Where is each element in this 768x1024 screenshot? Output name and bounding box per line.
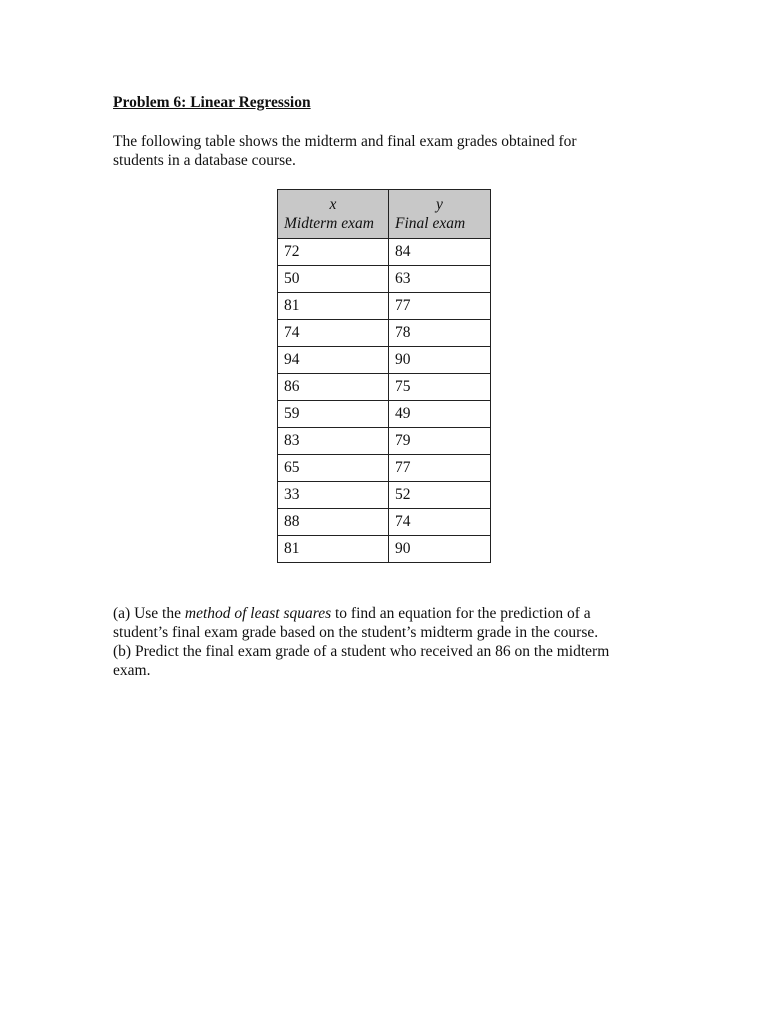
- table-row: [278, 320, 491, 347]
- table-row: [278, 401, 491, 428]
- final-cell: 63: [389, 266, 491, 293]
- table-row: [278, 293, 491, 320]
- final-column-header: [389, 190, 491, 239]
- midterm-cell: 50: [278, 266, 389, 293]
- question-a-suffix: to find an equation for the prediction of a: [331, 605, 591, 622]
- intro-line: students in a database course.: [113, 152, 296, 169]
- table-row: [278, 536, 491, 563]
- table-row: [278, 374, 491, 401]
- midterm-cell: 74: [278, 320, 389, 347]
- midterm-cell: 33: [278, 482, 389, 509]
- final-cell: 75: [389, 374, 491, 401]
- grades-table: [277, 189, 491, 563]
- final-cell: 84: [389, 239, 491, 266]
- midterm-cell: 65: [278, 455, 389, 482]
- midterm-cell: 81: [278, 293, 389, 320]
- midterm-cell: 81: [278, 536, 389, 563]
- final-cell: 77: [389, 455, 491, 482]
- x-variable-label: x: [329, 196, 337, 213]
- final-column-label: Final exam: [395, 215, 466, 232]
- intro-paragraph: [113, 132, 673, 170]
- table-row: [278, 509, 491, 536]
- final-cell: 52: [389, 482, 491, 509]
- table-body: [278, 239, 491, 563]
- midterm-cell: 72: [278, 239, 389, 266]
- questions-paragraph: [113, 604, 673, 680]
- final-cell: 78: [389, 320, 491, 347]
- table-row: [278, 239, 491, 266]
- midterm-cell: 94: [278, 347, 389, 374]
- table-row: [278, 347, 491, 374]
- final-cell: 90: [389, 536, 491, 563]
- table-row: [278, 482, 491, 509]
- question-a-line: [113, 604, 673, 623]
- problem-heading: Problem 6: Linear Regression: [113, 94, 311, 111]
- question-b-line-2: exam.: [113, 662, 151, 679]
- question-a-emphasis: method of least squares: [184, 605, 332, 622]
- final-cell: 49: [389, 401, 491, 428]
- question-b-line: (b) Predict the final exam grade of a student who received an 86 on the midterm: [113, 643, 610, 660]
- midterm-cell: 86: [278, 374, 389, 401]
- midterm-column-header: [278, 190, 389, 239]
- table-row: [278, 266, 491, 293]
- question-a-line-2: student’s final exam grade based on the student’s midterm grade in the course.: [113, 624, 599, 641]
- table-row: [278, 455, 491, 482]
- y-variable-label: y: [436, 196, 443, 213]
- final-cell: 79: [389, 428, 491, 455]
- question-a-prefix: (a) Use the: [113, 605, 185, 622]
- final-cell: 77: [389, 293, 491, 320]
- midterm-cell: 88: [278, 509, 389, 536]
- final-cell: 90: [389, 347, 491, 374]
- table-row: [278, 428, 491, 455]
- midterm-cell: 83: [278, 428, 389, 455]
- final-cell: 74: [389, 509, 491, 536]
- intro-line: The following table shows the midterm and final exam grades obtained for: [113, 133, 577, 150]
- midterm-cell: 59: [278, 401, 389, 428]
- table-header-row: [278, 190, 491, 239]
- midterm-column-label: Midterm exam: [284, 215, 374, 232]
